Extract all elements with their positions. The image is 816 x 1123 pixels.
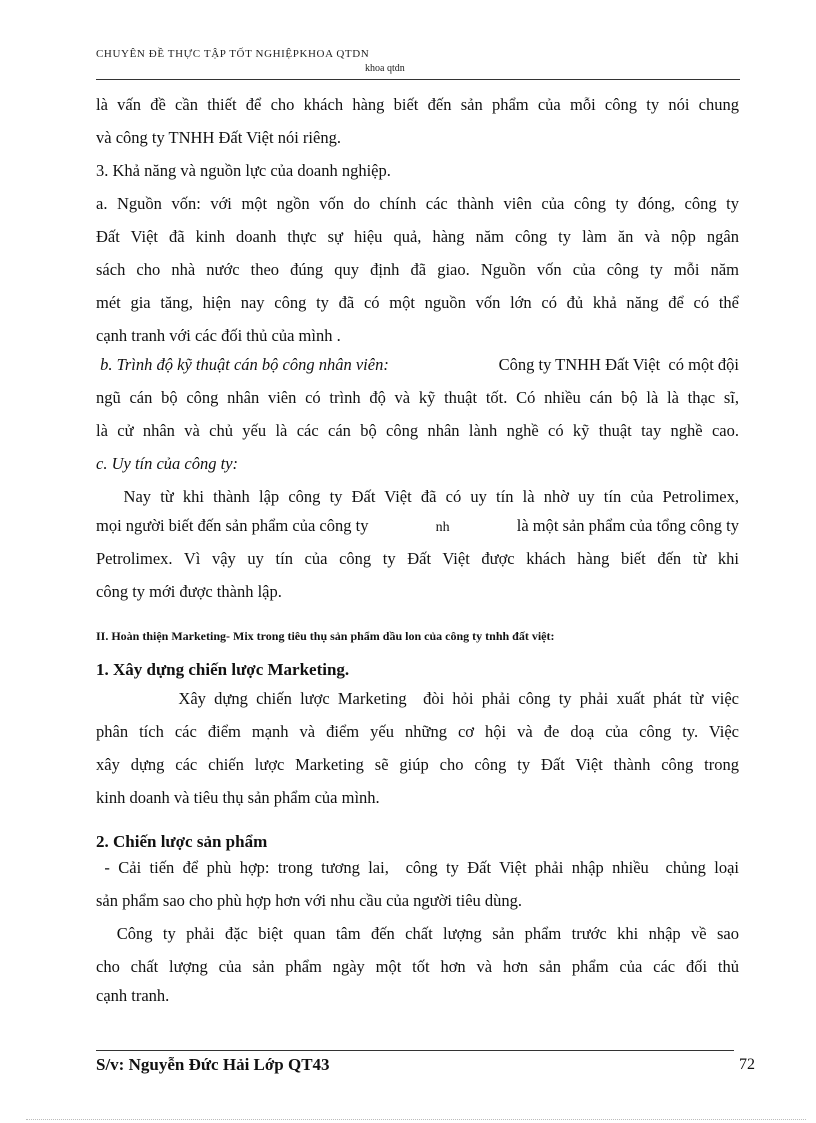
footer-author: S/v: Nguyễn Đức Hải Lớp QT43 xyxy=(96,1055,330,1074)
body-line: là vấn đề cần thiết để cho khách hàng biết đến sản phẩm của mỗi công ty nói chung xyxy=(96,95,739,114)
heading-2: 2. Chiến lược sản phẩm xyxy=(96,832,268,851)
body-line: ngũ cán bộ công nhân viên có trình độ và kỹ thuật tốt. Có nhiều cán bộ là là thạc sĩ, xyxy=(96,388,739,407)
subheading-italic: c. Uy tín của công ty: xyxy=(96,454,239,473)
section-title: II. Hoàn thiện Marketing- Mix trong tiêu thụ sản phẩm dầu lon của công ty tnhh đất việt: xyxy=(96,629,555,643)
body-line: xây dựng các chiến lược Marketing sẽ giúp cho công ty Đất Việt thành công trong xyxy=(96,755,739,774)
header-divider xyxy=(96,79,740,80)
body-line: Xây dựng chiến lược Marketing đòi hỏi phải công ty phải xuất phát từ việc xyxy=(96,689,739,708)
body-line: sản phẩm sao cho phù hợp hơn với nhu cầu của người tiêu dùng. xyxy=(96,891,523,910)
body-line xyxy=(96,355,739,375)
header-title: CHUYÊN ĐỀ THỰC TẬP TỐT NGHIỆPKHOA QTDN xyxy=(96,48,370,60)
body-line: cạnh tranh với các đối thủ của mình . xyxy=(96,326,341,345)
body-line: phân tích các điểm mạnh và điểm yếu những cơ hội và đe doạ của công ty. Việc xyxy=(96,722,739,741)
body-line: là cử nhân và chủ yếu là các cán bộ công nhân lành nghề có kỹ thuật tay nghề cao. xyxy=(96,421,739,440)
body-line: kinh doanh và tiêu thụ sản phẩm của mình. xyxy=(96,788,380,807)
body-text: là một sản phẩm của tổng công ty xyxy=(516,516,739,535)
footer-divider xyxy=(96,1050,734,1051)
body-line: mét gia tăng, hiện nay công ty đã có một nguồn vốn lớn có đủ khả năng để có thể xyxy=(96,293,739,312)
body-line: - Cải tiến để phù hợp: trong tương lai, công ty Đất Việt phải nhập nhiều chủng loại xyxy=(96,858,739,877)
page-number: 72 xyxy=(739,1056,755,1073)
body-line: cho chất lượng của sản phẩm ngày một tốt hơn và hơn sản phẩm của các đối thủ xyxy=(96,957,739,976)
body-text-fragment: nh xyxy=(435,520,450,535)
body-line: cạnh tranh. xyxy=(96,986,170,1005)
body-line: Đất Việt đã kinh doanh thực sự hiệu quả, hàng năm công ty làm ăn và nộp ngân xyxy=(96,227,739,246)
page-edge-divider xyxy=(26,1119,806,1120)
body-line: Nay từ khi thành lập công ty Đất Việt đã có uy tín là nhờ uy tín của Petrolimex, xyxy=(96,487,739,506)
header-subtitle: khoa qtdn xyxy=(365,63,405,74)
body-line: Petrolimex. Vì vậy uy tín của công ty Đất Việt được khách hàng biết đến từ khi xyxy=(96,549,739,568)
subheading-italic: b. Trình độ kỹ thuật cán bộ công nhân viên: xyxy=(96,355,389,374)
body-line: a. Nguồn vốn: với một ngồn vốn do chính các thành viên của công ty đóng, công ty xyxy=(96,194,739,213)
body-line: công ty mới được thành lập. xyxy=(96,582,282,601)
heading-1: 1. Xây dựng chiến lược Marketing. xyxy=(96,660,350,679)
body-text: Công ty TNHH Đất Việt có một đội xyxy=(494,355,739,374)
body-line: và công ty TNHH Đất Việt nói riêng. xyxy=(96,128,341,147)
section-heading: 3. Khả năng và nguồn lực của doanh nghiệp. xyxy=(96,161,391,180)
body-line: Công ty phải đặc biệt quan tâm đến chất lượng sản phẩm trước khi nhập về sao xyxy=(96,924,739,943)
body-line: sách cho nhà nước theo đúng quy định đã giao. Nguồn vốn của công ty mỗi năm xyxy=(96,260,739,279)
body-text: mọi người biết đến sản phẩm của công ty xyxy=(96,516,369,535)
body-line xyxy=(96,516,739,536)
